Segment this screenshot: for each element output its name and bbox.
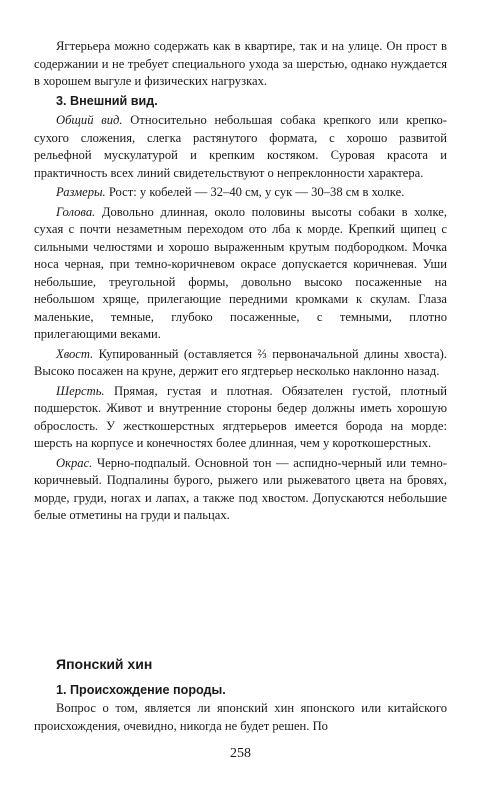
general-paragraph bbox=[34, 112, 447, 182]
main-text bbox=[34, 38, 447, 527]
color-term: Окрас. bbox=[56, 455, 93, 470]
origin-paragraph: Вопрос о том, является ли японский хин японского или китайского происхождения, очевидно, никогда не будет решен. По bbox=[34, 701, 447, 733]
tail-paragraph bbox=[34, 346, 447, 381]
origin-text bbox=[34, 700, 447, 735]
head-term: Голова. bbox=[56, 204, 96, 219]
sizes-term: Размеры. bbox=[56, 185, 106, 199]
tail-term: Хвост. bbox=[56, 346, 94, 361]
intro-paragraph: Ягтерьера можно содержать как в квартире, так и на улице. Он прост в содержании и не требует специального ухода за шерстью, однако нуждается в хорошем выгуле и физических нагрузках. bbox=[34, 39, 447, 88]
sizes-paragraph bbox=[34, 184, 447, 202]
color-text: Черно-подпалый. Основной тон — аспидно-черный или темно-коричневый. Подпалины бурого, рыжего или рыжеватого цвета на бровях, морде, груди, ногах и лапах, а также под хвостом. Допускаются небольшие белые отметины на груди и пальцах. bbox=[34, 455, 447, 522]
head-paragraph bbox=[34, 204, 447, 344]
tail-text: Купированный (оставляется ⅔ первоначальной длины хвоста). Высоко посажен на круне, держит его ягдтерьер несколько наклонно назад. bbox=[34, 346, 447, 378]
general-text: Относительно небольшая собака крепкого или крепко-сухого сложения, слегка растянутого формата, с хорошо развитой рельефной мускулатурой и крепким костяком. Суровая красота и практичность всех линий свидетельствуют о непреклонности характера. bbox=[34, 113, 447, 180]
coat-term: Шерсть. bbox=[56, 383, 105, 398]
page-number: 258 bbox=[230, 746, 251, 761]
section-3-title: 3. Внешний вид. bbox=[56, 93, 158, 108]
coat-text: Прямая, густая и плотная. Обязателен густой, плотный подшерсток. Живот и внутренние стороны бедер должны иметь хорошую оброслость. У жесткошерстных ягдтерьеров имеется борода на морде: шерсть на корпусе и конечностях более длинная, чем у короткошерстных. bbox=[34, 383, 447, 450]
general-term: Общий вид. bbox=[56, 113, 123, 127]
breed-section-title: Японский хин bbox=[56, 656, 153, 672]
color-paragraph bbox=[34, 455, 447, 525]
sizes-text: Рост: у кобелей — 32–40 см, у сук — 30–38 см в холке. bbox=[105, 185, 405, 199]
head-text: Довольно длинная, около половины высоты собаки в холке, сухая с почти незаметным переходом ото лба к морде. Крепкий щипец с сильными челюстями и хорошо выраженным крутым подбородком. Мочка носа черная, при темно-коричневом окрасе допускается коричневая. Уши небольшие, треугольной формы, довольно высоко посаженные на небольшом хряще, прилегающие передними кромками к скулам. Глаза маленькие, темные, глубоко посаженные, с темными, плотно прилегающими веками. bbox=[34, 204, 447, 341]
coat-paragraph bbox=[34, 383, 447, 453]
origin-subtitle: 1. Происхождение породы. bbox=[56, 683, 226, 697]
